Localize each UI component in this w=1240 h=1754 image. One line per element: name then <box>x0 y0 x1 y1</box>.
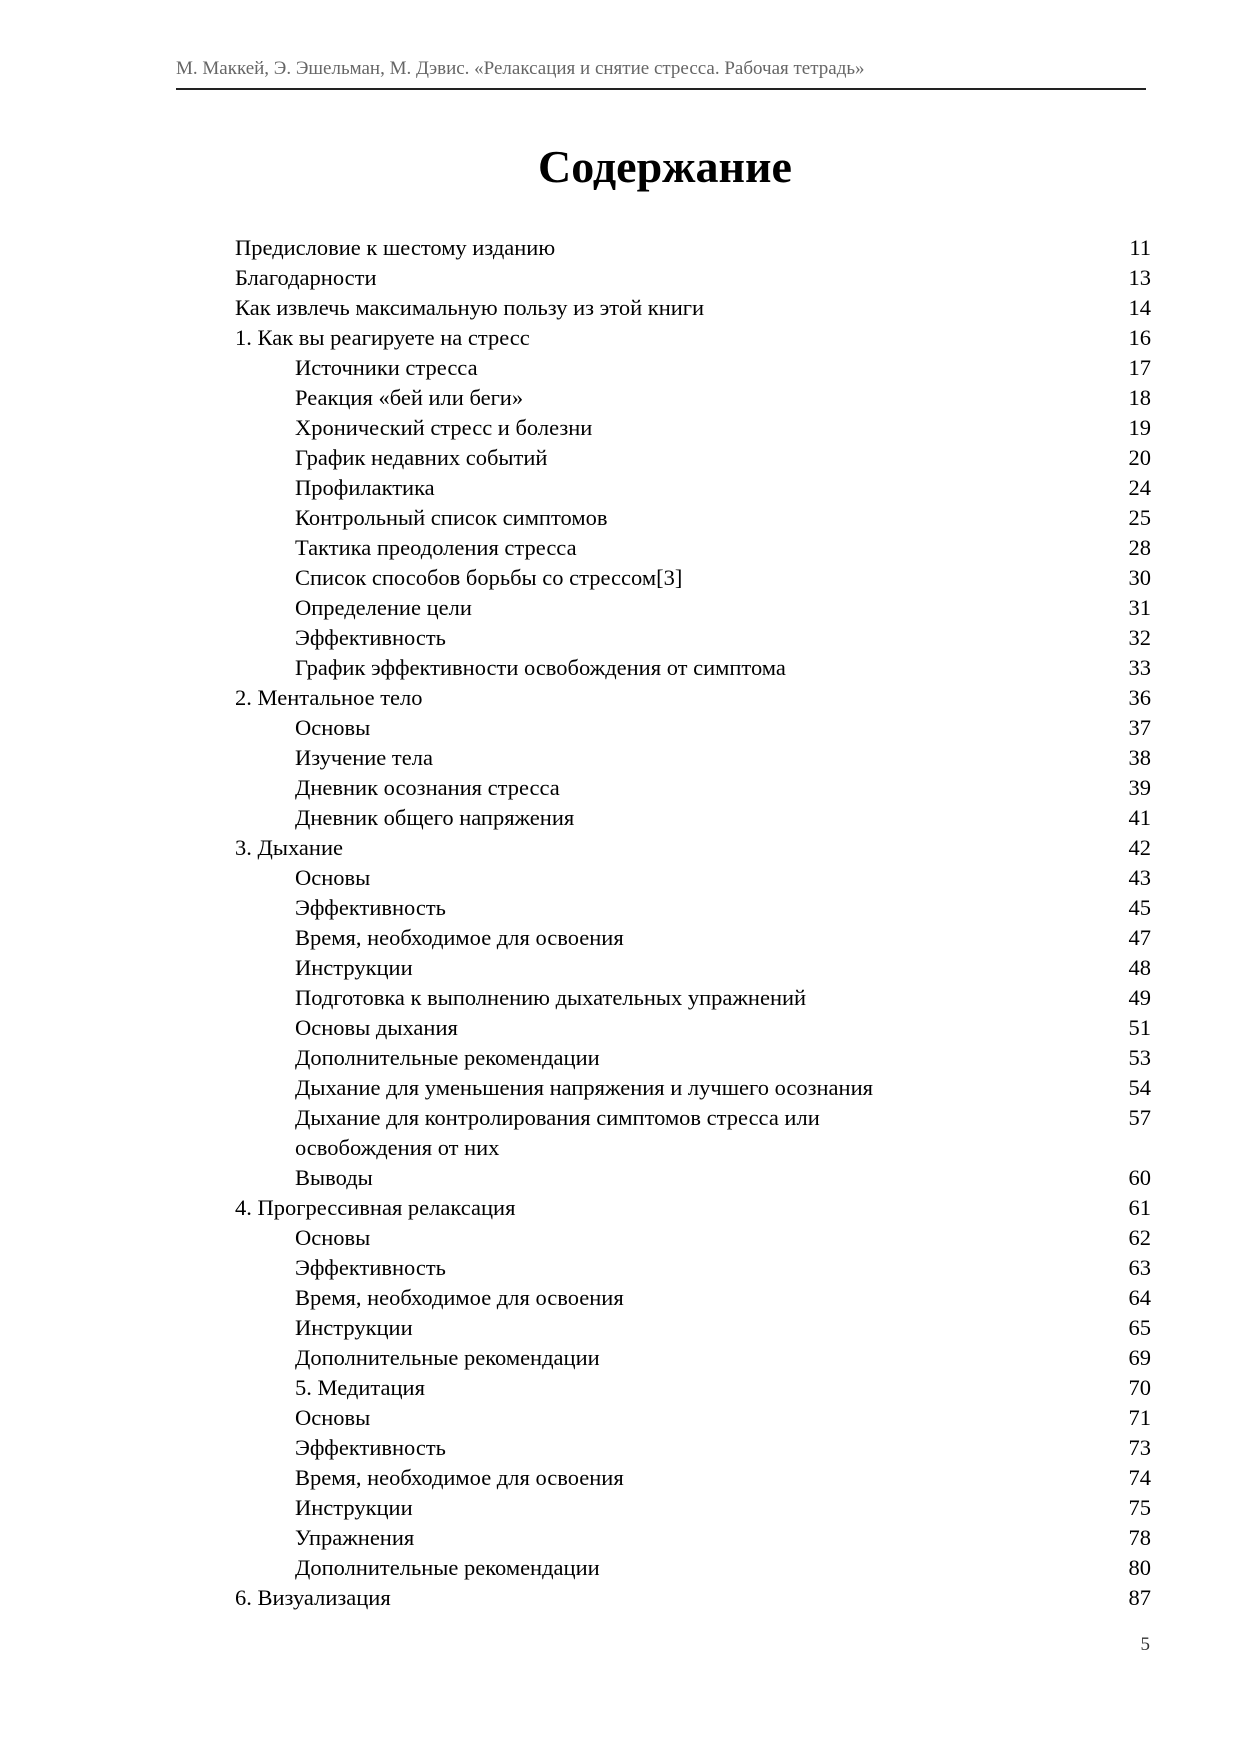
toc-entry-page: 62 <box>1128 1225 1151 1250</box>
toc-entry-page: 20 <box>1128 445 1151 470</box>
toc-entry-page: 41 <box>1128 805 1151 830</box>
toc-entry[interactable] <box>235 263 1151 293</box>
toc-entry-title: Изучение тела <box>295 745 433 770</box>
toc-entry-page: 57 <box>1128 1105 1151 1130</box>
toc-entry[interactable] <box>235 653 1151 683</box>
toc-entry-page: 78 <box>1128 1525 1151 1550</box>
toc-entry-page: 69 <box>1128 1345 1151 1370</box>
toc-entry-page: 13 <box>1128 265 1151 290</box>
toc-entry-page: 51 <box>1128 1015 1151 1040</box>
toc-entry-page: 14 <box>1128 295 1151 320</box>
toc-entry-title: Эффективность <box>295 625 446 650</box>
toc-entry-title: Основы <box>295 1225 371 1250</box>
toc-entry-page: 75 <box>1128 1495 1151 1520</box>
toc-entry-title: Благодарности <box>235 265 377 290</box>
toc-entry-title: 6. Визуализация <box>235 1585 391 1610</box>
toc-entry-page: 24 <box>1128 475 1151 500</box>
toc-entry-title: Список способов борьбы со стрессом[3] <box>295 565 683 590</box>
toc-entry[interactable] <box>235 623 1151 653</box>
toc-entry[interactable] <box>235 743 1151 773</box>
toc-entry-title: Основы <box>295 1405 371 1430</box>
toc-entry-page: 16 <box>1128 325 1151 350</box>
toc-entry-title: Инструкции <box>295 955 413 980</box>
toc-entry-title: Контрольный список симптомов <box>295 505 608 530</box>
toc-entry[interactable] <box>235 713 1151 743</box>
toc-entry[interactable] <box>235 683 1151 713</box>
toc-entry-title: Дыхание для контролирования симптомов стресса или освобождения от них <box>295 1105 820 1160</box>
toc-entry[interactable] <box>235 1013 1151 1043</box>
toc-entry-page: 74 <box>1128 1465 1151 1490</box>
toc-entry[interactable] <box>235 1313 1151 1343</box>
toc-entry-title: Как извлечь максимальную пользу из этой книги <box>235 295 705 320</box>
table-of-contents <box>235 233 1151 1613</box>
toc-entry-title: Время, необходимое для освоения <box>295 1285 624 1310</box>
toc-entry-page: 42 <box>1128 835 1151 860</box>
toc-entry-title: Хронический стресс и болезни <box>295 415 593 440</box>
toc-entry[interactable] <box>235 353 1151 383</box>
toc-entry[interactable] <box>235 803 1151 833</box>
toc-entry-page: 63 <box>1128 1255 1151 1280</box>
toc-entry[interactable] <box>235 503 1151 533</box>
toc-entry-page: 36 <box>1128 685 1151 710</box>
toc-entry-page: 17 <box>1128 355 1151 380</box>
page-title: Содержание <box>538 141 792 192</box>
toc-entry[interactable] <box>235 383 1151 413</box>
toc-entry-page: 61 <box>1128 1195 1151 1220</box>
toc-entry-title: Предисловие к шестому изданию <box>235 235 556 260</box>
running-header: М. Маккей, Э. Эшельман, М. Дэвис. «Релаксация и снятие стресса. Рабочая тетрадь» <box>176 58 865 79</box>
toc-entry[interactable] <box>235 953 1151 983</box>
toc-entry[interactable] <box>235 1553 1151 1583</box>
toc-entry-title: Эффективность <box>295 895 446 920</box>
toc-entry-title: Время, необходимое для освоения <box>295 925 624 950</box>
toc-entry-title: 3. Дыхание <box>235 835 343 860</box>
toc-entry-title: Дневник общего напряжения <box>295 805 575 830</box>
toc-entry-title: Эффективность <box>295 1255 446 1280</box>
toc-entry[interactable] <box>235 563 1151 593</box>
toc-entry-title: 1. Как вы реагируете на стресс <box>235 325 530 350</box>
toc-entry[interactable] <box>235 1403 1151 1433</box>
toc-entry-title: Дополнительные рекомендации <box>295 1555 600 1580</box>
toc-entry-page: 65 <box>1128 1315 1151 1340</box>
toc-entry[interactable] <box>235 1073 1151 1103</box>
toc-entry-title: Профилактика <box>295 475 435 500</box>
toc-entry-title: График эффективности освобождения от симптома <box>295 655 786 680</box>
toc-entry[interactable] <box>235 1493 1151 1523</box>
toc-entry[interactable] <box>235 1463 1151 1493</box>
toc-entry[interactable] <box>235 1283 1151 1313</box>
toc-entry-title: Подготовка к выполнению дыхательных упражнений <box>295 985 807 1010</box>
toc-entry-page: 31 <box>1128 595 1151 620</box>
toc-entry-title: Дневник осознания стресса <box>295 775 560 800</box>
toc-entry-page: 64 <box>1128 1285 1151 1310</box>
toc-entry[interactable] <box>235 863 1151 893</box>
toc-entry-page: 43 <box>1128 865 1151 890</box>
toc-entry-title: Эффективность <box>295 1435 446 1460</box>
toc-entry-title: Основы <box>295 865 371 890</box>
toc-entry-title: Упражнения <box>295 1525 415 1550</box>
toc-entry-page: 47 <box>1128 925 1151 950</box>
toc-entry[interactable] <box>235 413 1151 443</box>
toc-entry[interactable] <box>235 923 1151 953</box>
toc-entry-page: 80 <box>1128 1555 1151 1580</box>
toc-entry-page: 73 <box>1128 1435 1151 1460</box>
toc-entry-title: Время, необходимое для освоения <box>295 1465 624 1490</box>
toc-entry-title: Основы дыхания <box>295 1015 458 1040</box>
toc-entry[interactable] <box>235 1043 1151 1073</box>
toc-entry-page: 11 <box>1129 235 1151 260</box>
toc-entry[interactable] <box>235 473 1151 503</box>
toc-entry[interactable] <box>235 773 1151 803</box>
toc-entry-title: Определение цели <box>295 595 472 620</box>
toc-entry-page: 45 <box>1128 895 1151 920</box>
toc-entry-page: 19 <box>1128 415 1151 440</box>
toc-entry-page: 54 <box>1128 1075 1151 1100</box>
toc-entry-page: 25 <box>1128 505 1151 530</box>
toc-entry-page: 38 <box>1128 745 1151 770</box>
toc-entry[interactable] <box>235 983 1151 1013</box>
toc-entry-page: 87 <box>1128 1585 1151 1610</box>
toc-entry-title: 2. Ментальное тело <box>235 685 423 710</box>
toc-entry[interactable] <box>235 1253 1151 1283</box>
toc-entry[interactable] <box>235 833 1151 863</box>
toc-entry-page: 70 <box>1128 1375 1151 1400</box>
toc-entry[interactable] <box>235 233 1151 263</box>
toc-entry-page: 33 <box>1128 655 1151 680</box>
header-divider <box>176 88 1146 90</box>
toc-entry-page: 39 <box>1128 775 1151 800</box>
toc-entry[interactable] <box>235 1223 1151 1253</box>
toc-entry-page: 71 <box>1128 1405 1151 1430</box>
toc-entry[interactable] <box>235 893 1151 923</box>
toc-entry-title: Реакция «бей или беги» <box>295 385 524 410</box>
toc-entry-title: Выводы <box>295 1165 373 1190</box>
toc-entry[interactable] <box>235 323 1151 353</box>
toc-entry-page: 30 <box>1128 565 1151 590</box>
page-number: 5 <box>1140 1634 1150 1655</box>
toc-entry-title: Инструкции <box>295 1315 413 1340</box>
toc-entry-title: Источники стресса <box>295 355 478 380</box>
toc-entry[interactable] <box>235 1163 1151 1193</box>
toc-entry-page: 18 <box>1128 385 1151 410</box>
toc-entry[interactable] <box>235 293 1151 323</box>
toc-entry-title: Дыхание для уменьшения напряжения и лучшего осознания <box>295 1075 873 1100</box>
toc-entry[interactable] <box>235 1343 1151 1373</box>
toc-entry-page: 53 <box>1128 1045 1151 1070</box>
toc-entry-title: Дополнительные рекомендации <box>295 1045 600 1070</box>
toc-entry-page: 32 <box>1128 625 1151 650</box>
toc-entry-title: Тактика преодоления стресса <box>295 535 577 560</box>
toc-entry-title: График недавних событий <box>295 445 548 470</box>
toc-entry[interactable] <box>235 533 1151 563</box>
toc-entry-page: 60 <box>1128 1165 1151 1190</box>
toc-entry-title: 4. Прогрессивная релаксация <box>235 1195 516 1220</box>
toc-entry[interactable] <box>235 1583 1151 1613</box>
toc-entry-page: 49 <box>1128 985 1151 1010</box>
toc-entry-title: 5. Медитация <box>295 1375 425 1400</box>
toc-entry-title: Инструкции <box>295 1495 413 1520</box>
toc-entry-page: 37 <box>1128 715 1151 740</box>
toc-entry-title: Дополнительные рекомендации <box>295 1345 600 1370</box>
toc-entry[interactable] <box>235 1103 1151 1163</box>
toc-entry[interactable] <box>235 593 1151 623</box>
toc-entry[interactable] <box>235 1373 1151 1403</box>
toc-entry[interactable] <box>235 1433 1151 1463</box>
toc-entry[interactable] <box>235 1523 1151 1553</box>
toc-entry[interactable] <box>235 443 1151 473</box>
toc-entry-title: Основы <box>295 715 371 740</box>
toc-entry-page: 48 <box>1128 955 1151 980</box>
toc-entry[interactable] <box>235 1193 1151 1223</box>
toc-entry-page: 28 <box>1128 535 1151 560</box>
